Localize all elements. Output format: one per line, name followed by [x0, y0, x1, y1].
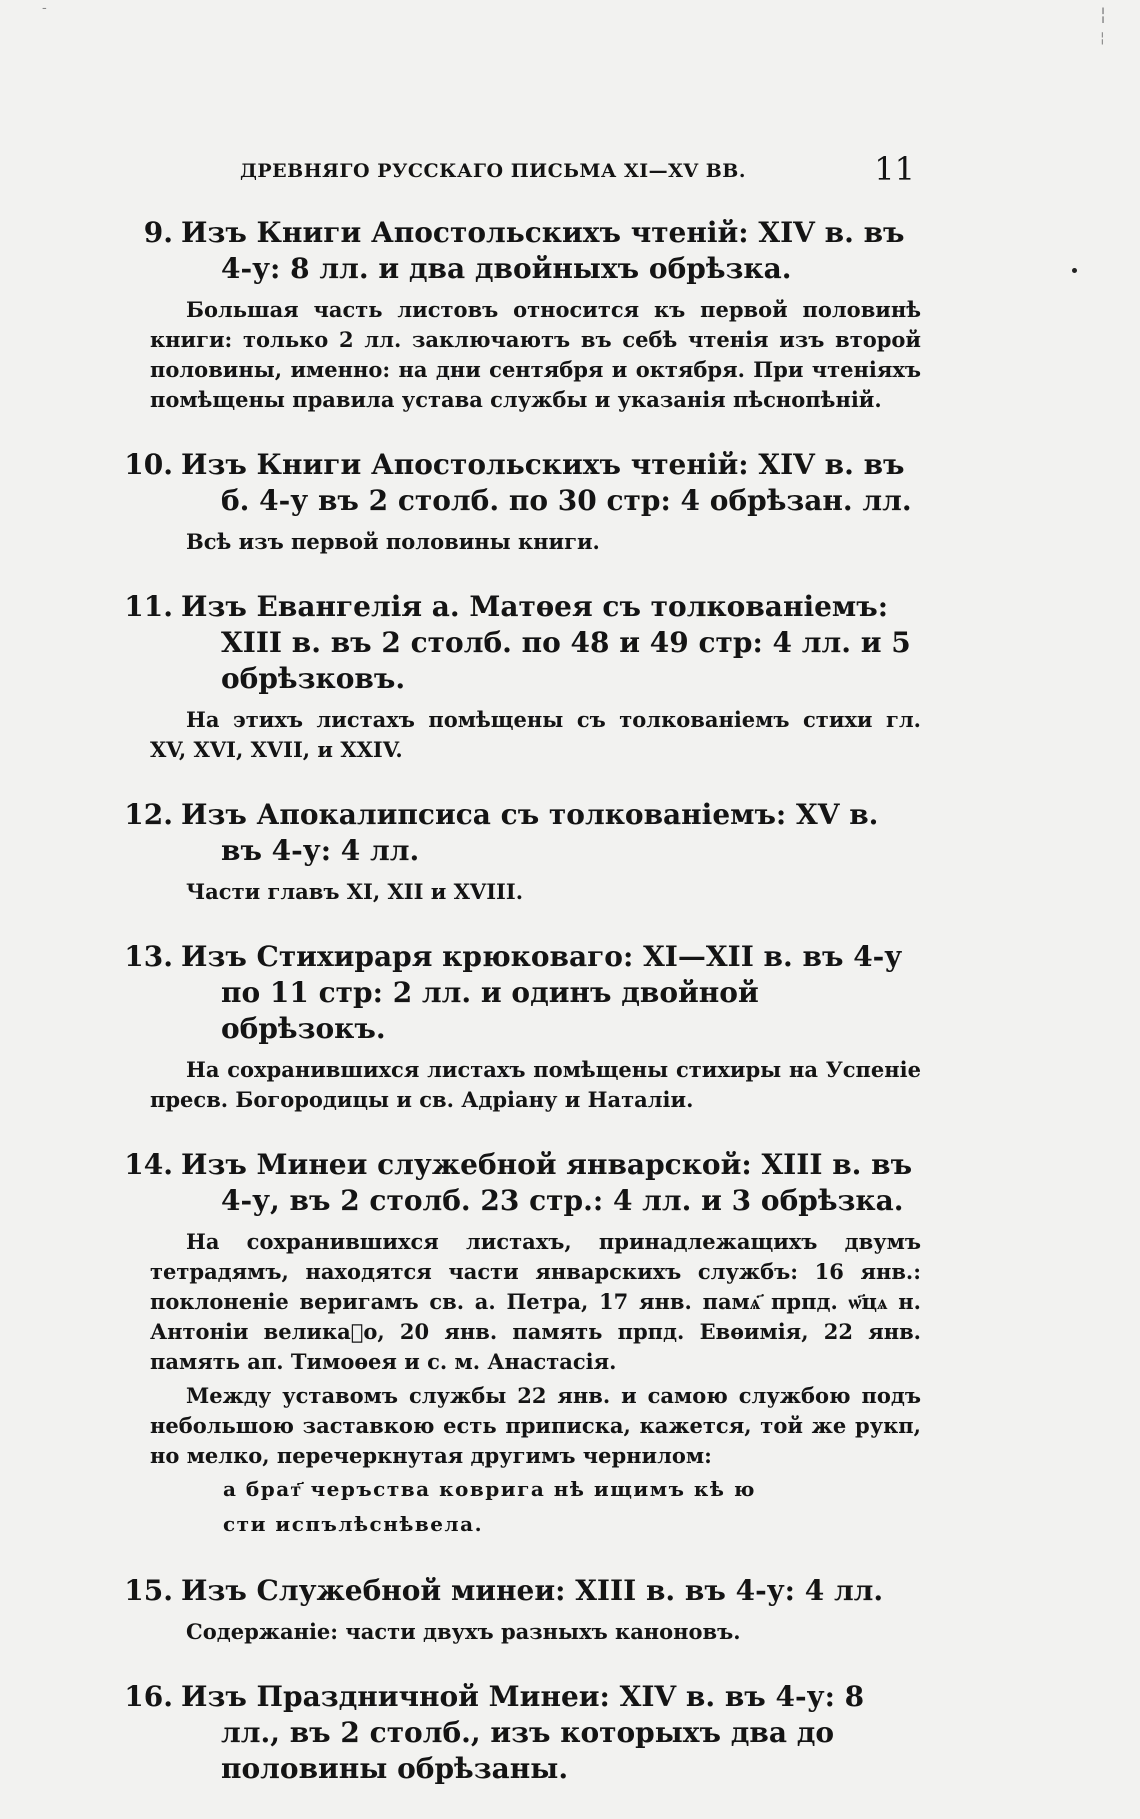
- catalog-entry-14: [115, 1147, 921, 1541]
- scan-mark-top-right-lower: ¦: [1100, 30, 1105, 46]
- entry-title: [115, 939, 921, 1047]
- entry-title: [115, 215, 921, 287]
- catalog-entry-9: [115, 215, 921, 415]
- entry-note: Большая часть листовъ относится къ первой половинѣ книги: только 2 лл. заключаютъ въ себѣ чтенія изъ второй половины, именно: на дни сентября и октября. При чтеніяхъ помѣщены правила устава службы и указанія пѣснопѣній.: [150, 297, 921, 412]
- entry-title-text: Изъ Книги Апостольскихъ чтеній: XIV в. въ б. 4-у въ 2 столб. по 30 стр: 4 обрѣзан. лл.: [181, 448, 912, 517]
- entry-title: [115, 1573, 921, 1609]
- entry-title-text: Изъ Праздничной Минеи: XIV в. въ 4-у: 8 лл., въ 2 столб., изъ которыхъ два до половины обрѣзаны.: [181, 1680, 865, 1785]
- quoted-inscription-line-2: сти испълѣснѣвела.: [223, 1512, 484, 1536]
- ink-speck: [1072, 268, 1077, 273]
- entry-title-text: Изъ Служебной минеи: XIII в. въ 4-у: 4 лл.: [181, 1574, 884, 1607]
- entry-number: 9.: [143, 216, 173, 249]
- entry-title-text: Изъ Стихираря крюковаго: XI—XII в. въ 4-у по 11 стр: 2 лл. и одинъ двойной обрѣзокъ.: [181, 940, 903, 1045]
- entry-note: На сохранившихся листахъ помѣщены стихиры на Успеніе пресв. Богородицы и св. Адріану и Наталіи.: [150, 1057, 921, 1112]
- entry-number: 16.: [124, 1680, 173, 1713]
- entry-note-2: Между уставомъ службы 22 янв. и самою службою подъ небольшою заставкою есть приписка, кажется, той же рукп, но мелко, перечеркнутая другимъ чернилом:: [150, 1383, 921, 1468]
- entry-title: [115, 589, 921, 697]
- entry-title: [115, 1147, 921, 1219]
- entry-note: Части главъ XI, XII и XVIII.: [186, 879, 524, 904]
- catalog-entry-10: [115, 447, 921, 557]
- entry-number: 14.: [124, 1148, 173, 1181]
- entry-title: [115, 447, 921, 519]
- entry-title-text: Изъ Минеи служебной январской: XIII в. въ 4-у, въ 2 столб. 23 стр.: 4 лл. и 3 обрѣзка.: [181, 1148, 913, 1217]
- entry-note: На сохранившихся листахъ, принадлежащихъ двумъ тетрадямъ, находятся части январскихъ службъ: 16 янв.: поклоненіе веригамъ св. а. Петра, 17 янв. памѧ҃ прпд. ѡ҃цѧ н. Антоніи великаᷦо, 20 янв. память прпд. Евѳимія, 22 янв. память ап. Тимоѳея и с. м. Анастасія.: [150, 1229, 921, 1374]
- entry-title-text: Изъ Апокалипсиса съ толкованіемъ: XV в. въ 4-у: 4 лл.: [181, 798, 879, 867]
- entry-note: Всѣ изъ первой половины книги.: [186, 529, 600, 554]
- entry-title-text: Изъ Книги Апостольскихъ чтеній: XIV в. въ 4-у: 8 лл. и два двойныхъ обрѣзка.: [181, 216, 905, 285]
- scan-mark-top-right: ¦: [1100, 4, 1107, 25]
- entry-note: Содержаніе: части двухъ разныхъ каноновъ.: [186, 1619, 741, 1644]
- page-body: [115, 215, 921, 1819]
- entry-title: [115, 1679, 921, 1787]
- entry-number: 10.: [124, 448, 173, 481]
- entry-number: 12.: [124, 798, 173, 831]
- entry-title: [115, 797, 921, 869]
- entry-note: На этихъ листахъ помѣщены съ толкованіемъ стихи гл. XV, XVI, XVII, и XXIV.: [150, 707, 921, 762]
- catalog-entry-13: [115, 939, 921, 1115]
- page-number: 11: [874, 150, 915, 188]
- catalog-entry-16: [115, 1679, 921, 1787]
- entry-number: 11.: [124, 590, 173, 623]
- catalog-entry-12: [115, 797, 921, 907]
- catalog-entry-15: [115, 1573, 921, 1647]
- entry-number: 13.: [124, 940, 173, 973]
- entry-title-text: Изъ Евангелія а. Матѳея съ толкованіемъ: XIII в. въ 2 столб. по 48 и 49 стр: 4 лл. и 5 обрѣзковъ.: [181, 590, 911, 695]
- quoted-inscription-line-1: а брат҃ черъства коврига нѣ ищимъ кѣ ю: [223, 1477, 756, 1501]
- scan-mark-top-left: -: [42, 0, 47, 16]
- running-title: ДРЕВНЯГО РУССКАГО ПИСЬМА XI—XV ВВ.: [240, 160, 746, 182]
- catalog-entry-11: [115, 589, 921, 765]
- entry-number: 15.: [124, 1574, 173, 1607]
- page-header: [240, 150, 915, 200]
